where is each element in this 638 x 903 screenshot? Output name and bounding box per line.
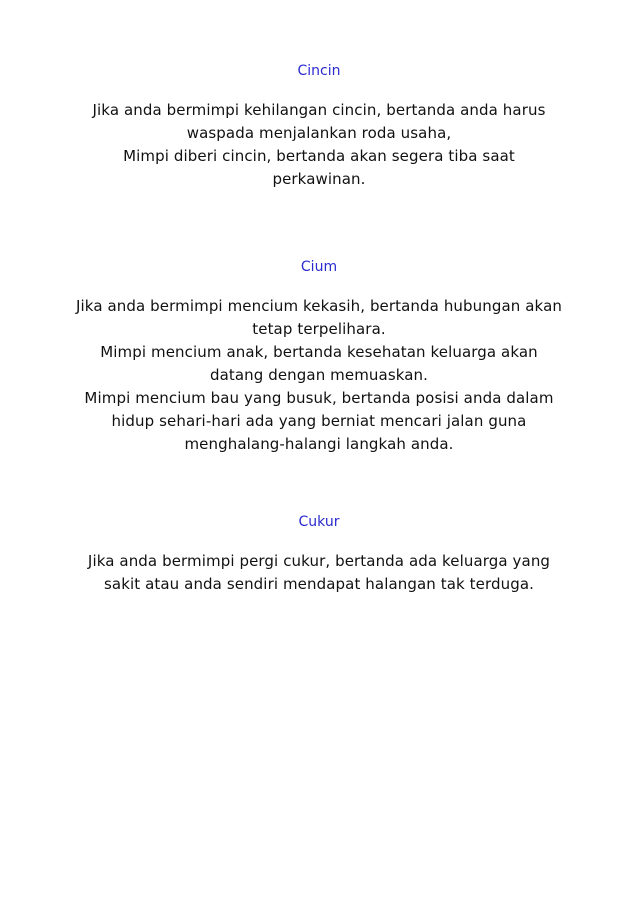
body-line: datang dengan memuaskan.	[209, 366, 429, 384]
body-line: Jika anda bermimpi pergi cukur, bertanda ada keluarga yang	[87, 552, 551, 570]
body-line: Mimpi mencium bau yang busuk, bertanda posisi anda dalam	[84, 389, 554, 407]
body-line: hidup sehari-hari ada yang berniat mencari jalan guna	[111, 412, 527, 430]
section-cukur	[40, 512, 598, 596]
section-body	[40, 295, 598, 456]
body-line: waspada menjalankan roda usaha,	[186, 124, 452, 142]
body-line: perkawinan.	[272, 170, 366, 188]
section-title: Cukur	[298, 514, 340, 530]
body-line: menghalang-halangi langkah anda.	[184, 435, 454, 453]
section-cincin	[40, 61, 598, 191]
section-title: Cincin	[297, 63, 341, 79]
section-body	[40, 99, 598, 191]
section-body	[40, 550, 598, 596]
body-line: Mimpi diberi cincin, bertanda akan segera tiba saat	[123, 147, 515, 165]
body-line: sakit atau anda sendiri mendapat halangan tak terduga.	[104, 575, 534, 593]
section-title: Cium	[300, 259, 338, 275]
body-line: Mimpi mencium anak, bertanda kesehatan keluarga akan	[100, 343, 538, 361]
section-cium	[40, 257, 598, 456]
body-line: Jika anda bermimpi mencium kekasih, bertanda hubungan akan	[76, 297, 562, 315]
body-line: tetap terpelihara.	[252, 320, 386, 338]
body-line: Jika anda bermimpi kehilangan cincin, bertanda anda harus	[92, 101, 546, 119]
